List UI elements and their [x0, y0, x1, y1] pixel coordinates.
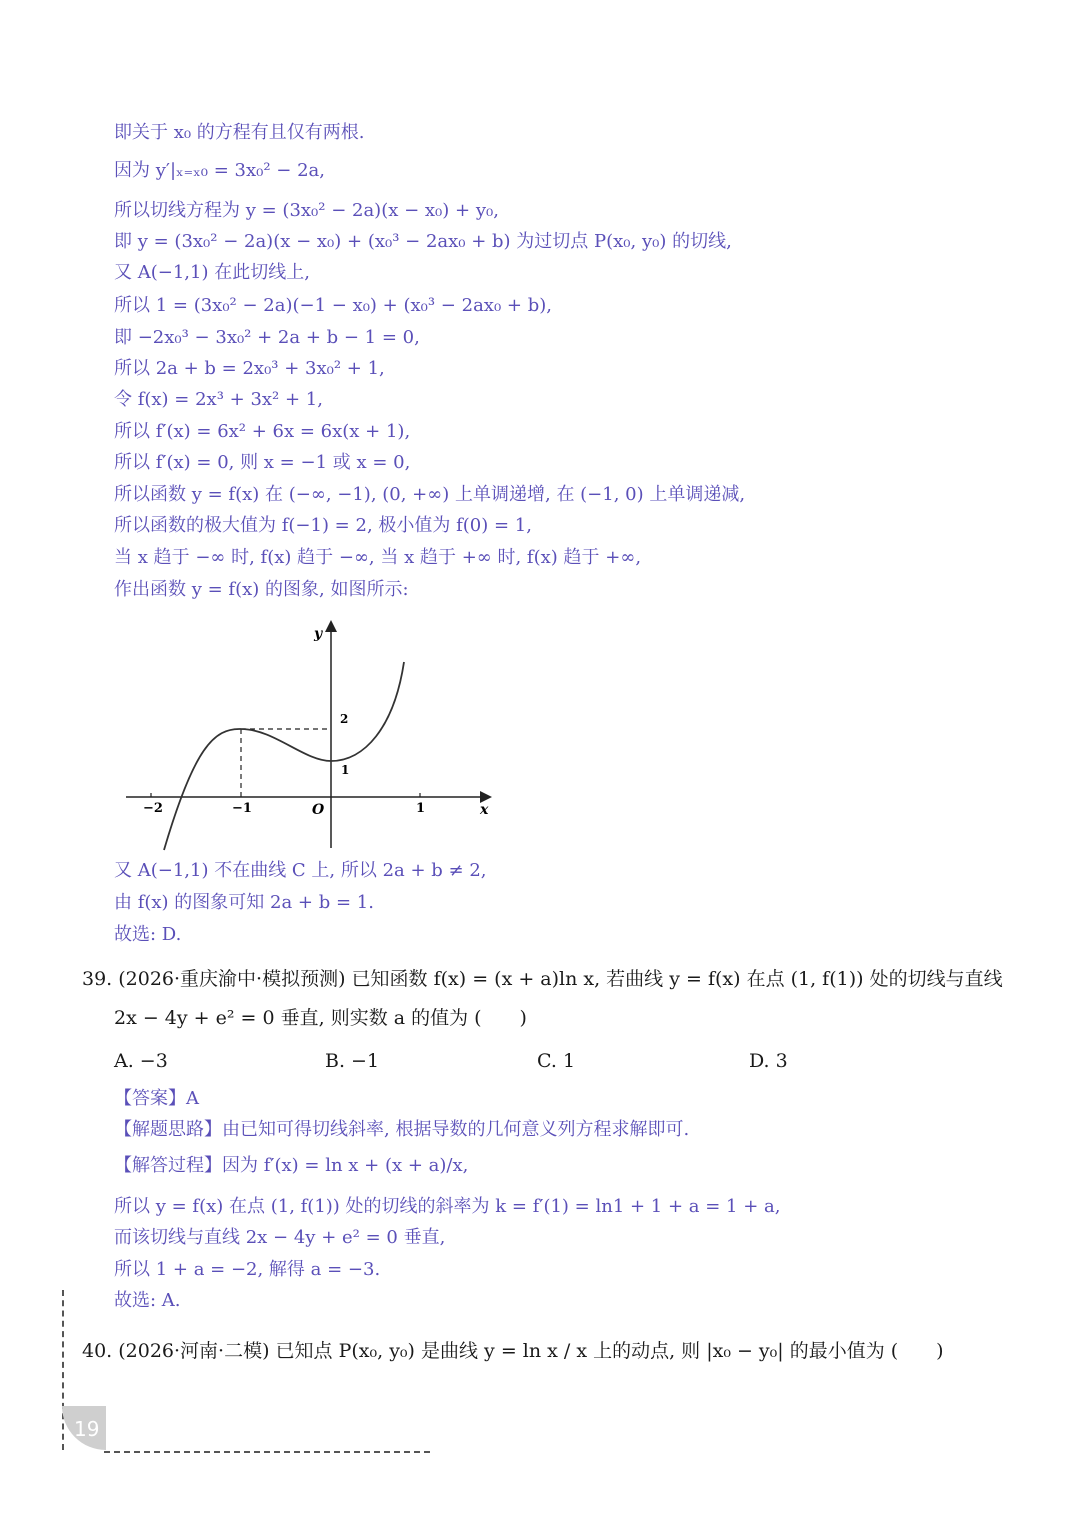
solution-line: 令 f(x) = 2x³ + 3x² + 1, [114, 389, 323, 410]
solution-line: 所以 f′(x) = 0, 则 x = −1 或 x = 0, [114, 452, 411, 473]
solution-line: 即 y = (3x₀² − 2a)(x − x₀) + (x₀³ − 2ax₀ + b) 为过切点 P(x₀, y₀) 的切线, [114, 231, 732, 252]
solution-line: 又 A(−1,1) 不在曲线 C 上, 所以 2a + b ≠ 2, [114, 860, 487, 881]
solution-line: 所以函数 y = f(x) 在 (−∞, −1), (0, +∞) 上单调递增, 在 (−1, 0) 上单调递减, [114, 484, 746, 505]
y-tick-label: 2 [340, 712, 349, 726]
x-tick-label: −1 [232, 801, 252, 816]
solution-line: 而该切线与直线 2x − 4y + e² = 0 垂直, [114, 1227, 446, 1248]
solution-line: 故选: A. [114, 1290, 181, 1311]
question-39-stem-cont: 2x − 4y + e² = 0 垂直, 则实数 a 的值为 ( ) [114, 1007, 527, 1029]
solution-line: 所以函数的极大值为 f(−1) = 2, 极小值为 f(0) = 1, [114, 515, 532, 536]
page-number: 19 [74, 1417, 100, 1441]
function-graph [124, 618, 504, 853]
cubic-curve [164, 662, 404, 850]
question-39-stem: 39. (2026·重庆渝中·模拟预测) 已知函数 f(x) = (x + a)ln x, 若曲线 y = f(x) 在点 (1, f(1)) 处的切线与直线 [82, 968, 1003, 990]
option-a: A. −3 [114, 1050, 168, 1072]
solution-line: 所以 2a + b = 2x₀³ + 3x₀² + 1, [114, 358, 385, 379]
option-c: C. 1 [537, 1050, 576, 1072]
x-axis-label: x [480, 802, 489, 818]
x-tick-label: 1 [416, 801, 426, 816]
solution-line: 所以 y = f(x) 在点 (1, f(1)) 处的切线的斜率为 k = f′(1) = ln1 + 1 + a = 1 + a, [114, 1196, 781, 1217]
solution-line: 由 f(x) 的图象可知 2a + b = 1. [114, 892, 374, 913]
solution-line: 所以切线方程为 y = (3x₀² − 2a)(x − x₀) + y₀, [114, 200, 499, 221]
solution-line: 又 A(−1,1) 在此切线上, [114, 262, 310, 283]
option-d: D. 3 [749, 1050, 788, 1072]
y-axis-label: y [314, 626, 323, 642]
solution-line: 所以 f′(x) = 6x² + 6x = 6x(x + 1), [114, 421, 411, 442]
origin-label: O [312, 802, 325, 818]
x-tick-label: −2 [143, 801, 163, 816]
question-40-stem: 40. (2026·河南·二模) 已知点 P(x₀, y₀) 是曲线 y = ln x / x 上的动点, 则 |x₀ − y₀| 的最小值为 ( ) [82, 1340, 944, 1362]
solution-line: 所以 1 = (3x₀² − 2a)(−1 − x₀) + (x₀³ − 2ax₀ + b), [114, 295, 552, 316]
solution-line: 所以 1 + a = −2, 解得 a = −3. [114, 1259, 381, 1280]
solution-idea: 【解题思路】由已知可得切线斜率, 根据导数的几何意义列方程求解即可. [114, 1119, 690, 1140]
page-border-dashed-vertical [62, 1290, 64, 1450]
solution-line: 即 −2x₀³ − 3x₀² + 2a + b − 1 = 0, [114, 327, 420, 348]
solution-line: 作出函数 y = f(x) 的图象, 如图所示: [114, 579, 409, 600]
answer-line: 【答案】A [114, 1088, 199, 1109]
option-b: B. −1 [325, 1050, 380, 1072]
solution-line: 因为 y′|ₓ₌ₓ₀ = 3x₀² − 2a, [114, 160, 326, 181]
solution-line: 即关于 x₀ 的方程有且仅有两根. [114, 122, 365, 143]
solution-line: 当 x 趋于 −∞ 时, f(x) 趋于 −∞, 当 x 趋于 +∞ 时, f(x) 趋于 +∞, [114, 547, 642, 568]
y-tick-label: 1 [341, 763, 350, 777]
solution-process: 【解答过程】因为 f′(x) = ln x + (x + a)/x, [114, 1155, 469, 1176]
page-border-dashed-horizontal [104, 1451, 430, 1453]
solution-line: 故选: D. [114, 924, 182, 945]
